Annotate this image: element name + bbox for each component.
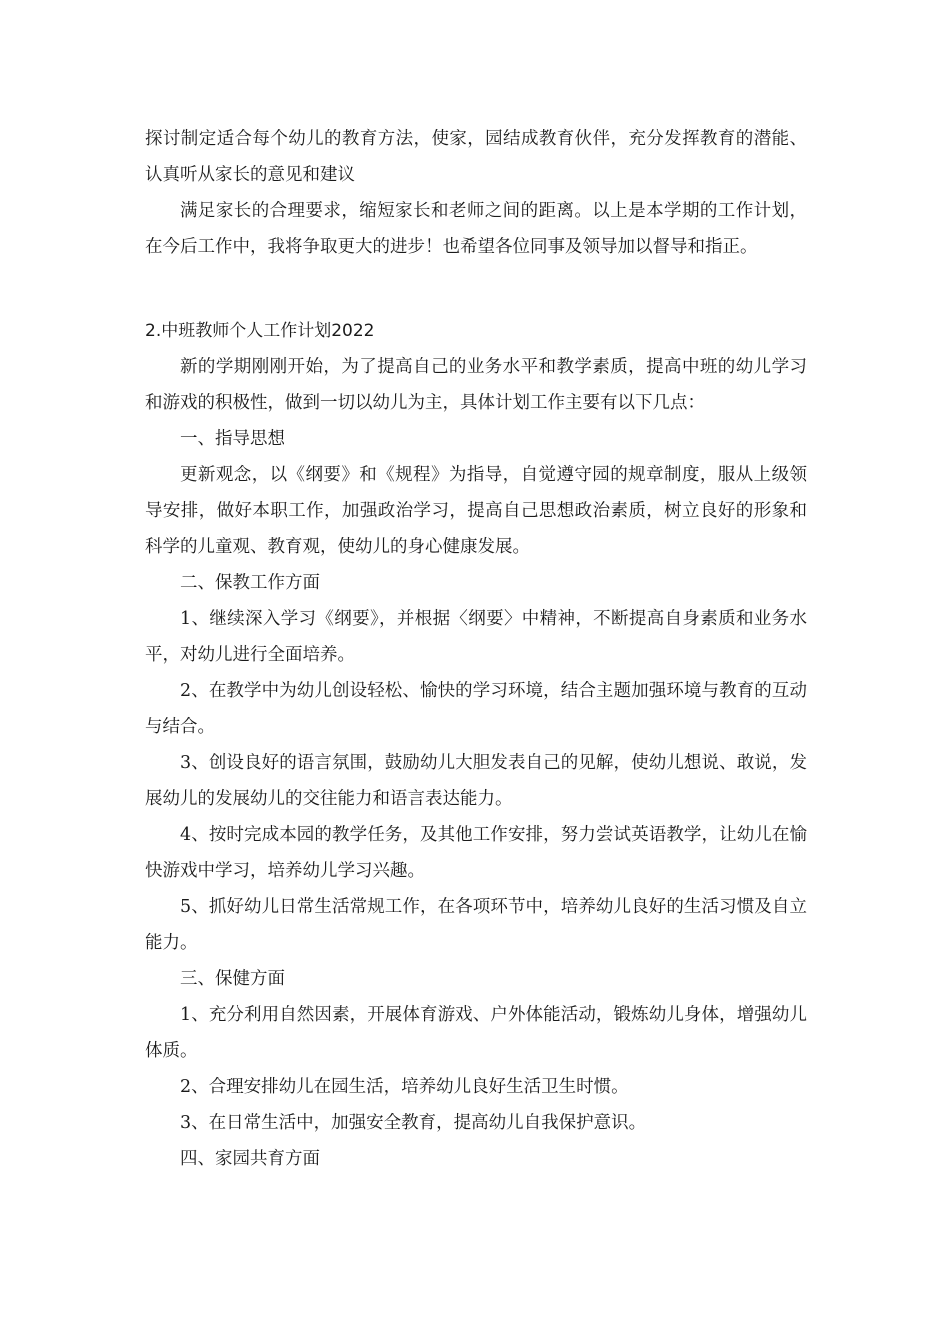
list-item-teaching-2: 2、在教学中为幼儿创设轻松、愉快的学习环境，结合主题加强环境与教育的互动与结合。 xyxy=(145,681,807,737)
paragraph-parent-cooperation: 探讨制定适合每个幼儿的教育方法，使家，园结成教育伙伴，充分发挥教育的潜能、认真听从家长的意见和建议 xyxy=(145,129,807,185)
document-content xyxy=(145,121,807,1177)
list-item-teaching-3: 3、创设良好的语言氛围，鼓励幼儿大胆发表自己的见解，使幼儿想说、敢说，发展幼儿的发展幼儿的交往能力和语言表达能力。 xyxy=(145,753,807,809)
paragraph-intro: 新的学期刚刚开始，为了提高自己的业务水平和教学素质，提高中班的幼儿学习和游戏的积极性，做到一切以幼儿为主，具体计划工作主要有以下几点： xyxy=(145,357,807,413)
list-item-teaching-4: 4、按时完成本园的教学任务，及其他工作安排，努力尝试英语教学，让幼儿在愉快游戏中学习，培养幼儿学习兴趣。 xyxy=(145,825,807,881)
list-item-teaching-1: 1、继续深入学习《纲要》，并根据〈纲要〉中精神，不断提高自身素质和业务水平，对幼儿进行全面培养。 xyxy=(145,609,807,665)
heading-guiding-thought: 一、指导思想 xyxy=(180,429,285,449)
section-title: 2.中班教师个人工作计划2022 xyxy=(145,321,375,341)
list-item-health-1: 1、充分利用自然因素，开展体育游戏、户外体能活动，锻炼幼儿身体，增强幼儿体质。 xyxy=(145,1005,807,1061)
heading-teaching-work: 二、保教工作方面 xyxy=(180,573,320,593)
list-item-health-3: 3、在日常生活中，加强安全教育，提高幼儿自我保护意识。 xyxy=(180,1113,647,1133)
list-item-health-2: 2、合理安排幼儿在园生活，培养幼儿良好生活卫生时惯。 xyxy=(180,1077,629,1097)
paragraph-closing: 满足家长的合理要求，缩短家长和老师之间的距离。以上是本学期的工作计划，在今后工作中，我将争取更大的进步！也希望各位同事及领导加以督导和指正。 xyxy=(145,201,807,257)
list-item-teaching-5: 5、抓好幼儿日常生活常规工作，在各项环节中，培养幼儿良好的生活习惯及自立能力。 xyxy=(145,897,807,953)
section-gap xyxy=(145,265,807,313)
paragraph-guiding-thought: 更新观念，以《纲要》和《规程》为指导，自觉遵守园的规章制度，服从上级领导安排，做好本职工作，加强政治学习，提高自己思想政治素质，树立良好的形象和科学的儿童观、教育观，使幼儿的身心健康发展。 xyxy=(145,465,807,557)
heading-health-care: 三、保健方面 xyxy=(180,969,285,989)
heading-home-school: 四、家园共育方面 xyxy=(180,1149,320,1169)
